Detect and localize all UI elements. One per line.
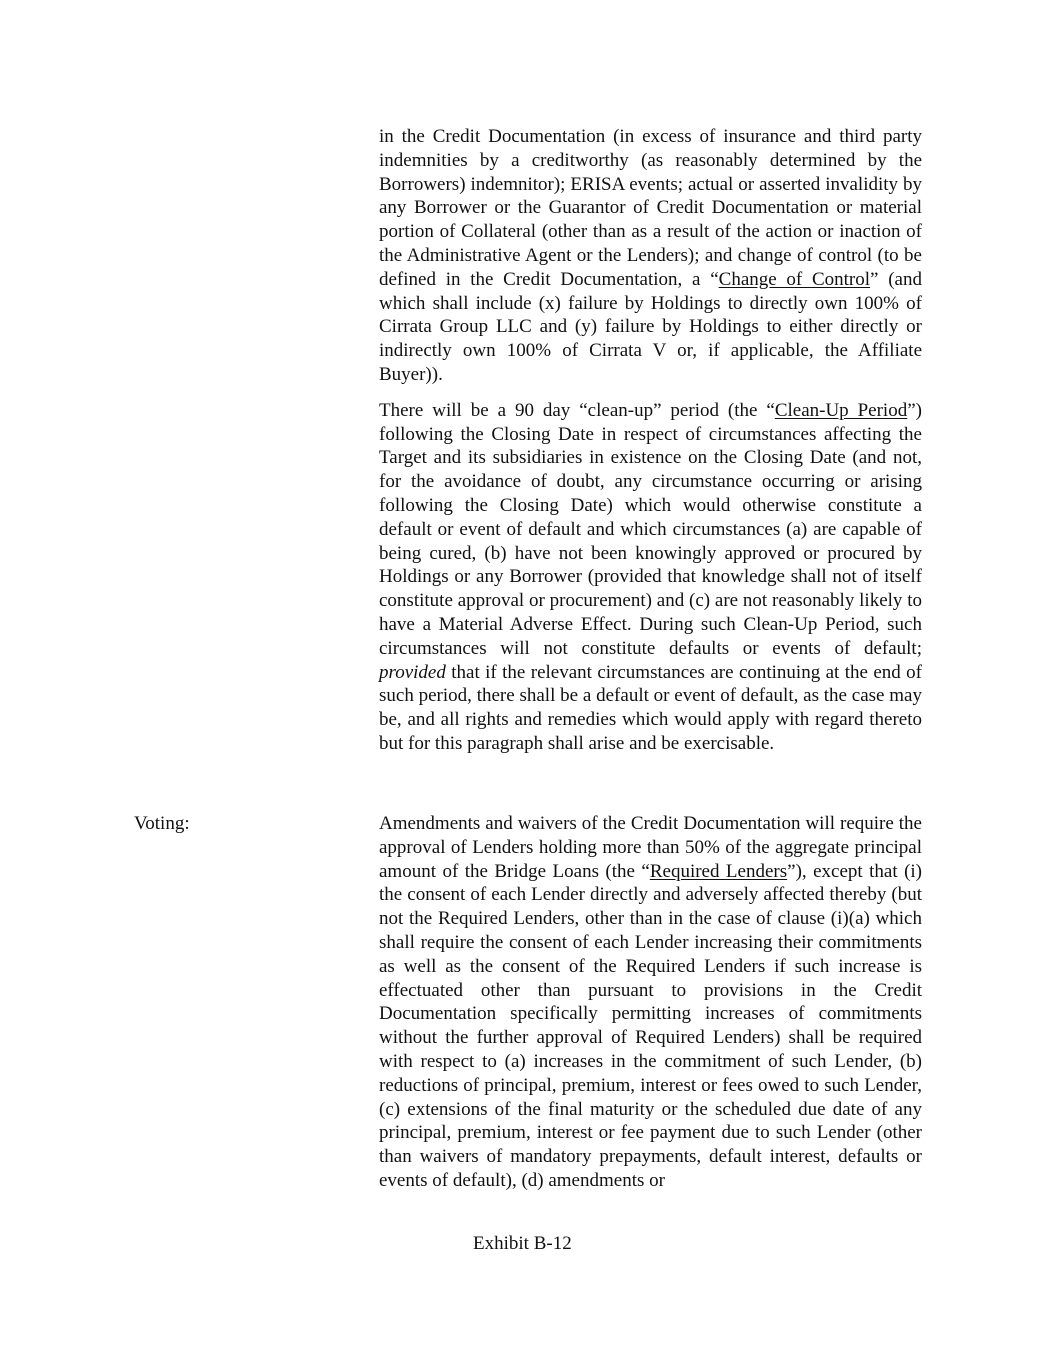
paragraph-text: ”) following the Closing Date in respect of circumstances affecting the Target and its subsidiaries in existence on the Closing Date (and not, for the avoidance of doubt, any circumstance occurring or arising following the Closing Date) which would otherwise constitute a default or event of default and which circumstances (a) are capable of being cured, (b) have not been knowingly approved or procured by Holdings or any Borrower (provided that knowledge shall not of itself constitute approval or procurement) and (c) are not reasonably likely to have a Material Adverse Effect. During such Clean-Up Period, such circumstances will not constitute defaults or events of default;: [379, 399, 922, 659]
clean-up-paragraph: [379, 399, 922, 756]
paragraph-text: There will be a 90 day “clean-up” period (the “: [379, 399, 775, 421]
voting-paragraph: [379, 812, 922, 1193]
paragraph-text: that if the relevant circumstances are continuing at the end of such period, there shall be a default or event of default, as the case may be, and all rights and remedies which would apply with regard thereto but for this paragraph shall arise and be exercisable.: [379, 661, 922, 754]
page-footer: Exhibit B-12: [473, 1233, 572, 1254]
paragraph-text: ” (and which shall include (x) failure by Holdings to directly own 100% of Cirrata Group LLC and (y) failure by Holdings to either directly or indirectly own 100% of Cirrata V or, if applicable, the Affiliate Buyer)).: [379, 268, 922, 385]
body-column: [379, 125, 922, 768]
defined-term-change-of-control: Change of Control: [718, 268, 871, 290]
italic-provided: provided: [379, 661, 446, 683]
paragraph-text: Amendments and waivers of the Credit Documentation will require the approval of Lenders holding more than 50% of the aggregate principal amount of the Bridge Loans (the “: [379, 813, 922, 882]
voting-label: Voting:: [134, 813, 190, 834]
continuation-paragraph: [379, 125, 922, 387]
defined-term-required-lenders: Required Lenders: [649, 860, 788, 882]
paragraph-text: ”), except that (i) the consent of each Lender directly and adversely affected thereby (but not the Required Lenders, other than in the case of clause (i)(a) which shall require the consent of each Lender increasing their commitments as well as the consent of the Required Lenders if such increase is effectuated other than pursuant to provisions in the Credit Documentation specifically permitting increases of commitments without the further approval of Required Lenders) shall be required with respect to (a) increases in the commitment of such Lender, (b) reductions of principal, premium, interest or fees owed to such Lender, (c) extensions of the final maturity or the scheduled due date of any principal, premium, interest or fee payment due to such Lender (other than waivers of mandatory prepayments, default interest, defaults or events of default), (d) amendments or: [379, 860, 922, 1191]
defined-term-clean-up-period: Clean-Up Period: [774, 399, 908, 421]
paragraph-text: in the Credit Documentation (in excess of insurance and third party indemnities by a creditworthy (as reasonably determined by the Borrowers) indemnitor); ERISA events; actual or asserted invalidity by any Borrower or the Guarantor of Credit Documentation or material portion of Collateral (other than as a result of the action or inaction of the Administrative Agent or the Lenders); and change of control (to be defined in the Credit Documentation, a “: [379, 126, 922, 290]
